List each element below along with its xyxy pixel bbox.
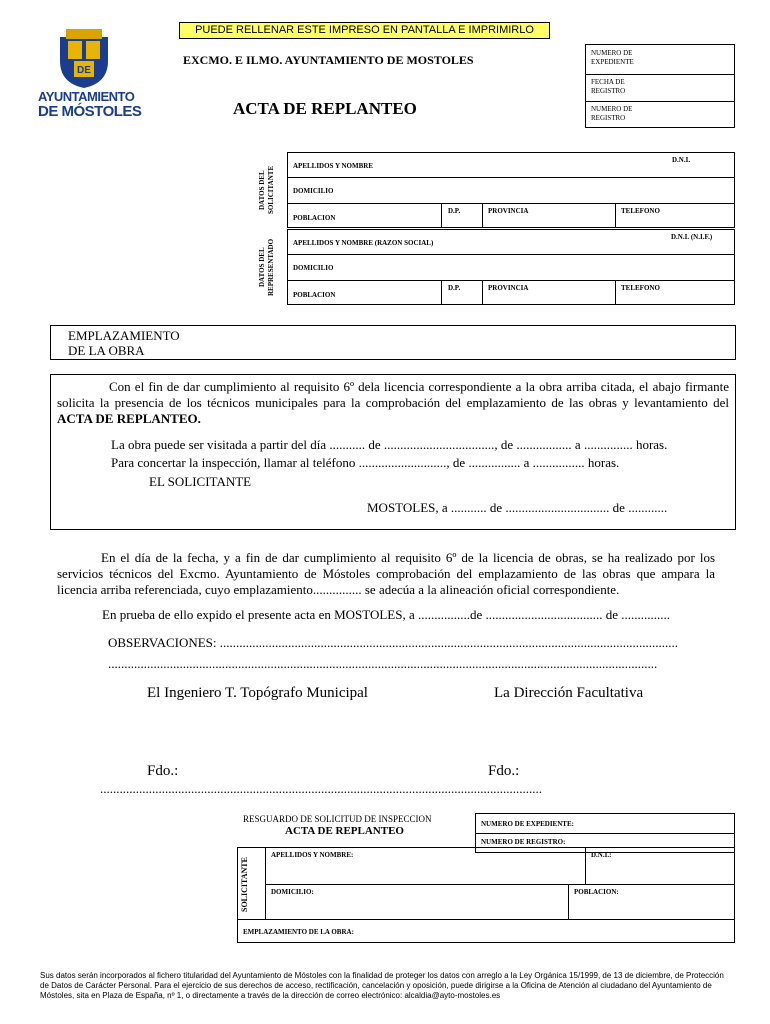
solicitante-apellidos-field[interactable]: [287, 152, 735, 178]
representado-domicilio-field[interactable]: [287, 254, 735, 281]
ingeniero-label: El Ingeniero T. Topógrafo Municipal: [147, 685, 368, 701]
representado-poblacion-field[interactable]: [287, 280, 442, 305]
resguardo-expediente-label: NUMERO DE EXPEDIENTE:: [481, 820, 574, 828]
solicitante-signer: EL SOLICITANTE: [149, 474, 252, 489]
cut-line: ........................................................................................................................................: [100, 781, 542, 796]
representado-side-label: DATOS DEL REPRESENTADO: [258, 238, 275, 296]
solicitante-side-label: DATOS DEL SOLICITANTE: [258, 165, 275, 215]
registry-box: [585, 44, 735, 128]
resguardo-emplazamiento-field[interactable]: [237, 919, 735, 943]
representado-block: [287, 229, 735, 305]
emplazamiento-field[interactable]: [50, 325, 736, 360]
resguardo-registro-label: NUMERO DE REGISTRO:: [481, 838, 566, 846]
page-title: ACTA DE REPLANTEO: [233, 99, 417, 118]
svg-text:DE: DE: [77, 65, 91, 76]
resguardo-title: RESGUARDO DE SOLICITUD DE INSPECCION: [243, 814, 432, 824]
numero-registro-label: NUMERO DE REGISTRO: [591, 105, 633, 122]
resguardo-subtitle: ACTA DE REPLANTEO: [285, 825, 404, 837]
expediente-label: NUMERO DE EXPEDIENTE: [591, 49, 634, 66]
observaciones-line[interactable]: OBSERVACIONES: .............................................................................................................................................: [108, 635, 679, 650]
solicitante-dp-label: D.P.: [448, 207, 461, 215]
solicitante-dp-field[interactable]: [441, 203, 483, 228]
logo-text-line1: AYUNTAMIENTO: [38, 89, 135, 104]
solicitud-date-line: MOSTOLES, a ........... de ................................ de ............: [367, 500, 668, 515]
solicitud-acta-bold: ACTA DE REPLANTEO.: [57, 411, 201, 426]
solicitud-box: [50, 374, 736, 530]
numero-registro-field[interactable]: [586, 101, 734, 127]
resguardo-apellidos-label: APELLIDOS Y NOMBRE:: [271, 851, 354, 859]
representado-provincia-field[interactable]: [482, 280, 616, 305]
representado-apellidos-label: APELLIDOS Y NOMBRE (RAZON SOCIAL): [293, 239, 434, 247]
privacy-footer: Sus datos serán incorporados al fichero titularidad del Ayuntamiento de Móstoles con la finalidad de proteger los datos con arreglo a la Ley Orgánica 15/1999, de 13 de diciembre, de Protección de Datos de Carácter Personal. Para el ejercicio de sus derechos de acceso, rectificación, cancelación y oposición, puede dirigirse a la Oficina de Atención al ciudadano del Ayuntamiento de Móstoles, sita en Plaza de España, nº 1, o directamente a través de la dirección de correo electrónico: alcaldia@ayto-mostoles.es: [40, 971, 724, 1000]
resguardo-form: [237, 847, 735, 943]
solicitante-telefono-field[interactable]: [615, 203, 735, 228]
solicitante-provincia-label: PROVINCIA: [488, 207, 529, 215]
fecha-registro-field[interactable]: [586, 74, 734, 102]
representado-dp-label: D.P.: [448, 284, 461, 292]
observaciones-dots[interactable]: .........................................................................................................................................................................: [108, 656, 658, 671]
solicitante-poblacion-label: POBLACION: [293, 214, 336, 222]
logo-text-line2: DE MÓSTOLES: [38, 103, 142, 120]
mostoles-logo: [38, 27, 146, 123]
solicitud-paragraph: [57, 379, 729, 427]
phone-line: Para concertar la inspección, llamar al teléfono ..........................., de ................ a ................ horas.: [111, 455, 620, 470]
fdo-ingeniero: Fdo.:: [147, 763, 179, 779]
fecha-registro-label: FECHA DE REGISTRO: [591, 78, 626, 95]
resguardo-expediente-field[interactable]: [476, 814, 734, 834]
emplazamiento-label-line1: EMPLAZAMIENTO: [68, 328, 180, 343]
representado-dni-label: D.N.I. (N.I.F.): [671, 233, 713, 241]
solicitante-poblacion-field[interactable]: [287, 203, 442, 228]
acta-paragraph: En el día de la fecha, y a fin de dar cumplimiento al requisito 6º de la licencia de obras, se ha realizado por los servicios técnicos del Excmo. Ayuntamiento de Móstoles comprobación del emplazamiento de las obras que ampara la licencia arriba referenciada, cuyo emplazamiento............... se adecúa a la alineación oficial correspondiente.: [57, 550, 715, 597]
solicitante-domicilio-field[interactable]: [287, 177, 735, 204]
solicitante-apellidos-label: APELLIDOS Y NOMBRE: [293, 162, 373, 170]
resguardo-apellidos-field[interactable]: [265, 847, 586, 885]
resguardo-side-label: SOLICITANTE: [240, 857, 249, 913]
solicitante-telefono-label: TELEFONO: [621, 207, 660, 215]
fill-on-screen-banner: PUEDE RELLENAR ESTE IMPRESO EN PANTALLA E IMPRIMIRLO: [179, 22, 550, 39]
institution-name: EXCMO. E ILMO. AYUNTAMIENTO DE MOSTOLES: [183, 53, 474, 67]
representado-provincia-label: PROVINCIA: [488, 284, 529, 292]
solicitante-provincia-field[interactable]: [482, 203, 616, 228]
solicitante-block: [287, 152, 735, 228]
resguardo-emplazamiento-label: EMPLAZAMIENTO DE LA OBRA:: [243, 928, 354, 936]
representado-poblacion-label: POBLACION: [293, 291, 336, 299]
solicitante-dni-label: D.N.I.: [672, 156, 691, 164]
representado-apellidos-field[interactable]: [287, 229, 735, 255]
resguardo-poblacion-field[interactable]: [568, 884, 735, 920]
solicitud-text: Con el fin de dar cumplimiento al requisito 6º dela licencia correspondiente a la obra arriba citada, el abajo firmante solicita la presencia de los técnicos municipales para la comprobación del emplazamiento de las obras y levantamiento del: [57, 379, 729, 410]
resguardo-domicilio-field[interactable]: [265, 884, 569, 920]
representado-dp-field[interactable]: [441, 280, 483, 305]
coat-of-arms-icon: [54, 27, 114, 89]
representado-telefono-field[interactable]: [615, 280, 735, 305]
direccion-label: La Dirección Facultativa: [494, 685, 644, 701]
representado-telefono-label: TELEFONO: [621, 284, 660, 292]
representado-domicilio-label: DOMICILIO: [293, 264, 334, 272]
visit-line: La obra puede ser visitada a partir del día ........... de .................................., de ................. a ............... horas.: [111, 437, 668, 452]
emplazamiento-label-line2: DE LA OBRA: [68, 343, 145, 358]
resguardo-poblacion-label: POBLACION:: [574, 888, 619, 896]
fdo-direccion: Fdo.:: [488, 763, 520, 779]
resguardo-domicilio-label: DOMICILIO:: [271, 888, 314, 896]
solicitante-domicilio-label: DOMICILIO: [293, 187, 334, 195]
resguardo-dni-label: D.N.I.:: [591, 851, 612, 859]
expediente-field[interactable]: [586, 45, 734, 75]
expido-line: En prueba de ello expido el presente acta en MOSTOLES, a ................de .................................... de ...............: [102, 607, 671, 622]
resguardo-dni-field[interactable]: [585, 847, 735, 885]
